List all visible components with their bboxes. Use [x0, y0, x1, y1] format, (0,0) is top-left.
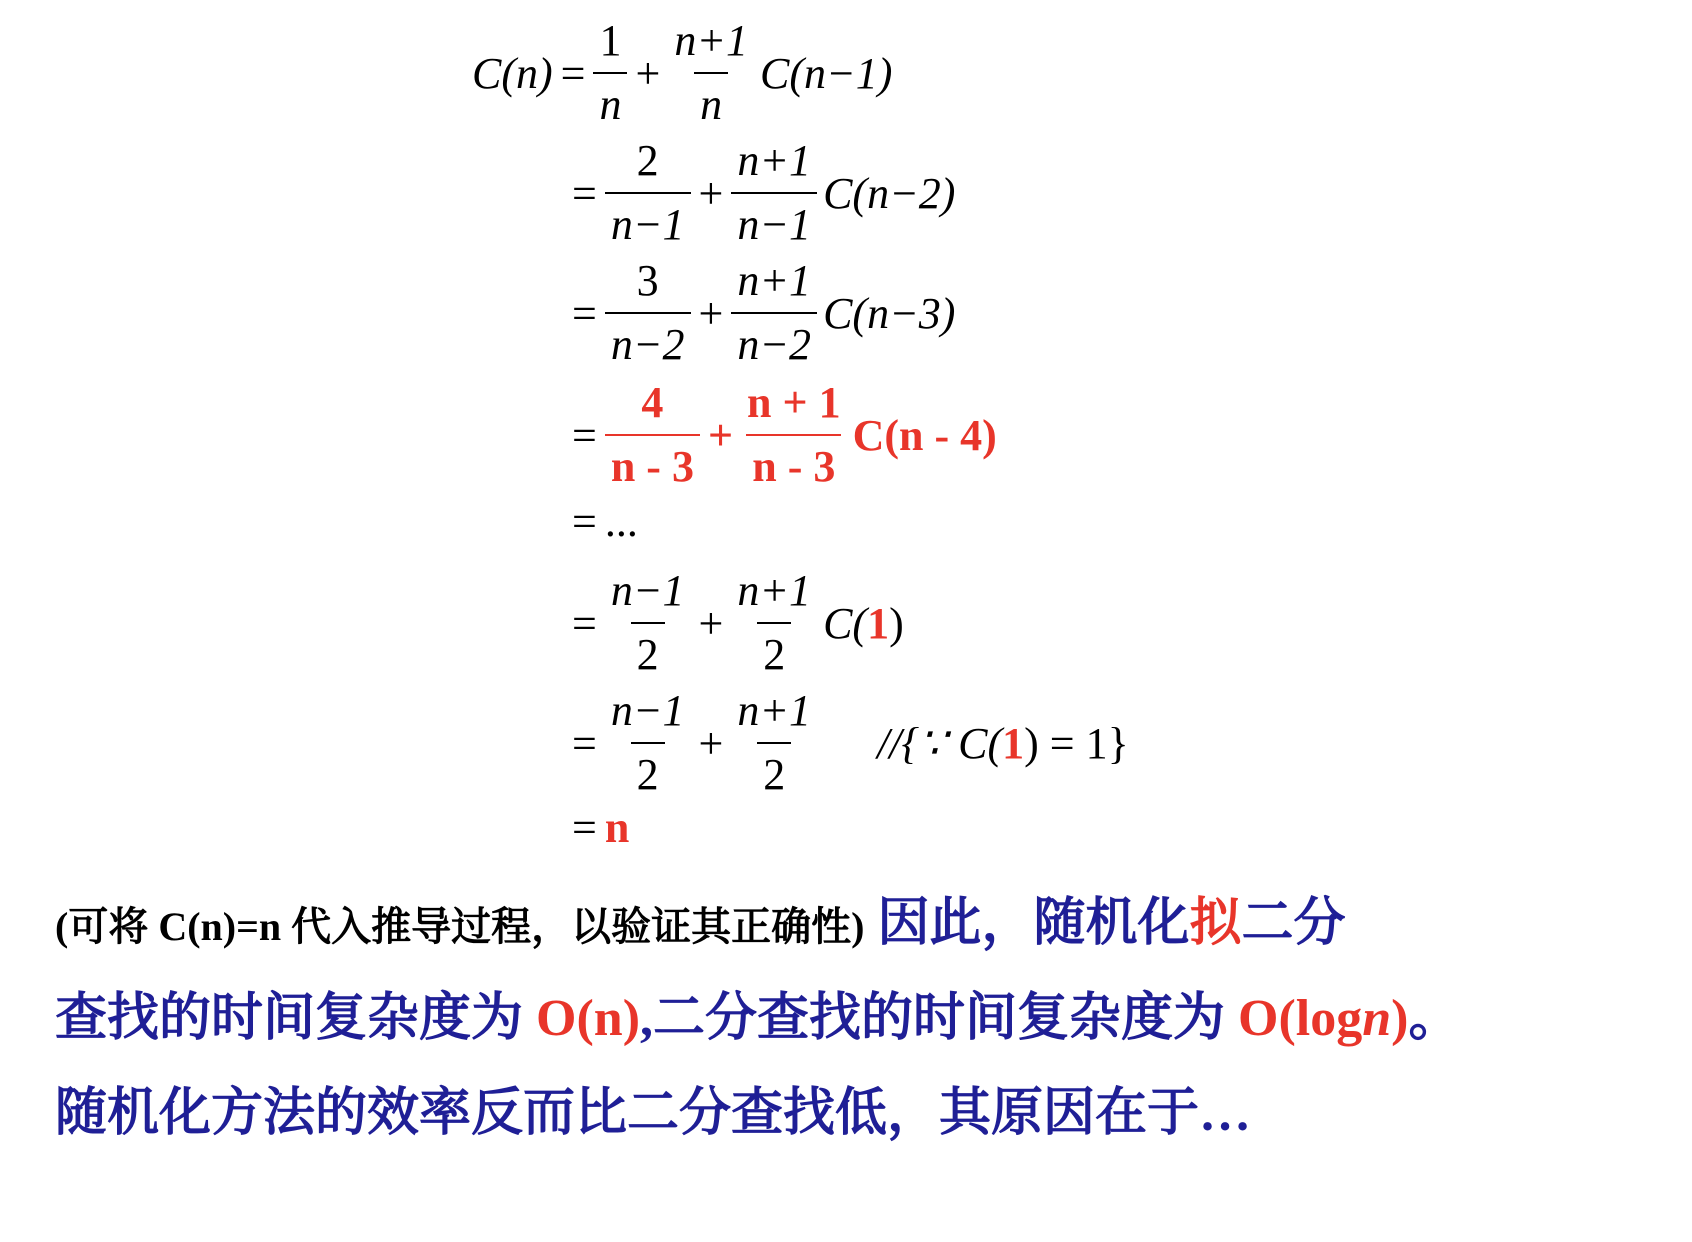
log-suffix: )	[1391, 990, 1409, 1047]
conclusion-text: 因此，随机化	[864, 895, 1190, 952]
denominator: 2	[757, 622, 791, 686]
conclusion-line-1	[55, 880, 1346, 955]
numerator: 1	[599, 16, 622, 65]
denominator: n−1	[605, 192, 691, 256]
plus-sign: +	[698, 168, 724, 218]
fraction-1	[605, 250, 691, 376]
fraction-1	[605, 680, 691, 806]
complexity-random: O(n)	[536, 990, 641, 1047]
fraction-2	[731, 560, 817, 686]
numerator: 4	[641, 378, 664, 427]
period: 。	[1408, 990, 1461, 1047]
equation-line-8	[564, 802, 629, 853]
equation-line-6	[564, 560, 904, 686]
numerator: n+1	[737, 136, 812, 185]
denominator: n	[694, 72, 728, 136]
recurrence-term: C(n−3)	[823, 288, 956, 338]
recurrence-term: C(n - 4)	[852, 410, 997, 460]
equals-sign: =	[572, 288, 597, 338]
denominator: n−2	[605, 312, 691, 376]
plus-sign: +	[635, 48, 661, 98]
base-case-note	[877, 718, 1129, 769]
log-var: n	[1362, 990, 1392, 1047]
denominator: n	[593, 72, 627, 136]
fraction-2	[741, 372, 847, 498]
result: n	[604, 803, 630, 852]
equals-sign: =	[572, 598, 597, 648]
denominator: 2	[631, 622, 665, 686]
fraction-2	[668, 10, 754, 136]
recurrence-term	[823, 598, 904, 649]
verification-note: (可将 C(n)=n 代入推导过程，以验证其正确性)	[55, 904, 865, 949]
equals-sign: =	[572, 410, 597, 460]
numerator: 3	[636, 256, 659, 305]
equals-sign: =	[560, 48, 586, 98]
conclusion-line-3	[55, 1070, 1251, 1145]
recurrence-term: C(n−1)	[760, 48, 893, 98]
fraction-2	[731, 130, 817, 256]
equals-sign: =	[572, 168, 597, 218]
fraction-1	[605, 372, 700, 498]
equation-line-4	[564, 372, 997, 498]
plus-sign: +	[707, 410, 734, 460]
term-prefix: C(	[823, 598, 868, 648]
complexity-text-cont: ,二分查找的时间复杂度为	[640, 990, 1239, 1047]
equals-sign: =	[572, 718, 597, 768]
equation-line-5	[564, 496, 638, 547]
conclusion-line-2	[55, 975, 1461, 1050]
fraction-1	[593, 10, 627, 136]
denominator: 2	[631, 742, 665, 806]
note-suffix: ) = 1}	[1024, 718, 1129, 768]
equals-sign: =	[572, 803, 597, 852]
term-suffix: )	[889, 598, 904, 648]
complexity-text: 查找的时间复杂度为	[55, 990, 537, 1047]
plus-sign: +	[698, 598, 724, 648]
recurrence-term: C(n−2)	[823, 168, 956, 218]
term-highlight: 1	[867, 598, 890, 648]
fraction-2	[731, 250, 817, 376]
denominator: n−1	[731, 192, 817, 256]
fraction-1	[605, 560, 691, 686]
highlight-char: 拟	[1189, 895, 1242, 952]
equation-line-2	[564, 130, 955, 256]
note-prefix: //{∵ C(	[877, 718, 1003, 768]
numerator: n+1	[737, 566, 812, 615]
complexity-binary	[1238, 990, 1408, 1047]
equals-sign: =	[572, 497, 597, 546]
denominator: n−2	[731, 312, 817, 376]
equation-line-3	[564, 250, 955, 376]
fraction-1	[605, 130, 691, 256]
ellipsis: ...	[604, 497, 638, 546]
equation-line-7	[564, 680, 1129, 806]
numerator: n+1	[674, 16, 749, 65]
plus-sign: +	[698, 718, 724, 768]
numerator: 2	[636, 136, 659, 185]
numerator: n + 1	[747, 378, 841, 427]
conclusion-text-cont: 二分	[1241, 895, 1346, 952]
numerator: n+1	[737, 256, 812, 305]
reason-text: 随机化方法的效率反而比二分查找低，其原因在于…	[55, 1085, 1252, 1142]
denominator: 2	[757, 742, 791, 806]
denominator: n - 3	[746, 434, 841, 498]
log-prefix: O(log	[1238, 990, 1363, 1047]
numerator: n+1	[737, 686, 812, 735]
numerator: n−1	[610, 686, 685, 735]
denominator: n - 3	[605, 434, 700, 498]
note-highlight: 1	[1002, 718, 1025, 768]
numerator: n−1	[610, 566, 685, 615]
fraction-2	[731, 680, 817, 806]
lhs: C(n)	[472, 48, 553, 98]
equation-line-1	[472, 10, 892, 136]
plus-sign: +	[698, 288, 724, 338]
